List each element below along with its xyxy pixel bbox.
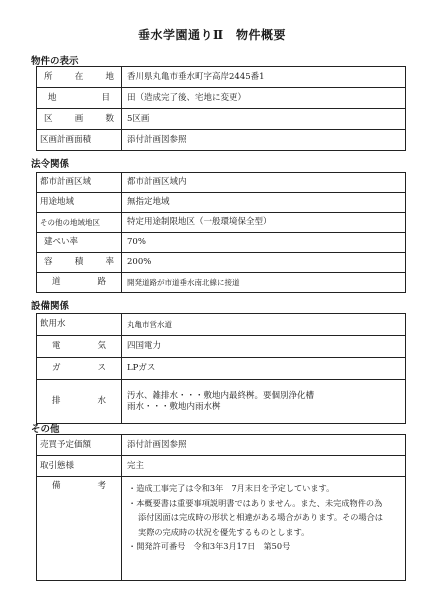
row-label: ガ ス	[37, 358, 122, 380]
row-value: 香川県丸亀市垂水町字高岸2445番1	[122, 67, 406, 88]
section-heading-property: 物件の表示	[31, 56, 79, 67]
note-line: ・本概要書は重要事項説明書ではありません。また、未完成物件の為	[128, 497, 383, 508]
row-label: 都市計画区域	[37, 173, 122, 193]
row-value: 完主	[122, 456, 406, 477]
row-label: 取引態様	[37, 456, 122, 477]
section-heading-facilities: 設備関係	[31, 301, 70, 312]
row-label: 電 気	[37, 336, 122, 358]
row-value: 特定用途制限地区（一般環境保全型）	[122, 213, 406, 233]
document-title: 垂水学園通りⅡ 物件概要	[137, 28, 287, 42]
row-label: 所 在 地	[37, 67, 122, 88]
section-heading-legal: 法令関係	[31, 159, 70, 170]
table-row	[37, 380, 406, 424]
row-label: 用途地域	[37, 193, 122, 213]
table-row	[37, 358, 406, 380]
row-value: 5区画	[122, 109, 406, 130]
row-label: 容 積 率	[37, 253, 122, 273]
row-value: 添付計画図参照	[122, 435, 406, 456]
row-value: 70%	[122, 233, 406, 253]
table-row	[37, 456, 406, 477]
row-value: 田（造成完了後、宅地に変更）	[122, 88, 406, 109]
notes-value	[122, 477, 406, 581]
row-label: 備 考	[37, 477, 122, 581]
note-line: ・開発許可番号 令和3年3月17日 第50号	[128, 541, 291, 551]
row-value: 200%	[122, 253, 406, 273]
row-value: 開発道路が市道垂水南北線に接道	[122, 273, 406, 293]
table-row	[37, 109, 406, 130]
row-value: 無指定地域	[122, 193, 406, 213]
row-label: 飲用水	[37, 314, 122, 336]
table-row	[37, 130, 406, 151]
note-line: ・造成工事完了は令和3年 7月末日を予定しています。	[128, 483, 335, 493]
table-row	[37, 213, 406, 233]
row-value: LPガス	[122, 358, 406, 380]
table-row	[37, 273, 406, 293]
facilities-table	[36, 313, 406, 424]
note-line: 添付図面は完成時の形状と相違がある場合があります。その場合は	[138, 512, 383, 522]
row-label: 区 画 数	[37, 109, 122, 130]
row-label: 地 目	[37, 88, 122, 109]
row-value: 汚水、雑排水・・・敷地内最終桝。要個別浄化槽 雨水・・・敷地内雨水桝	[122, 380, 406, 424]
table-row	[37, 173, 406, 193]
row-label: 区画計画面積	[37, 130, 122, 151]
table-row	[37, 233, 406, 253]
row-label: 売買予定価額	[37, 435, 122, 456]
section-heading-other: その他	[31, 424, 60, 435]
row-value: 都市計画区域内	[122, 173, 406, 193]
note-line: 実際の完成時の状況を優先するものとします。	[138, 526, 310, 537]
property-table	[36, 66, 406, 151]
row-label: 道 路	[37, 273, 122, 293]
table-row-notes	[37, 477, 406, 581]
table-row	[37, 67, 406, 88]
table-row	[37, 88, 406, 109]
row-label: 建ぺい率	[37, 233, 122, 253]
row-value: 丸亀市営水道	[122, 314, 406, 336]
row-value: 添付計画図参照	[122, 130, 406, 151]
row-label: その他の地域地区	[37, 213, 122, 233]
table-row	[37, 435, 406, 456]
table-row	[37, 253, 406, 273]
other-table	[36, 434, 406, 581]
legal-table	[36, 172, 406, 293]
table-row	[37, 193, 406, 213]
row-value: 四国電力	[122, 336, 406, 358]
table-row	[37, 336, 406, 358]
row-label: 排 水	[37, 380, 122, 424]
table-row	[37, 314, 406, 336]
